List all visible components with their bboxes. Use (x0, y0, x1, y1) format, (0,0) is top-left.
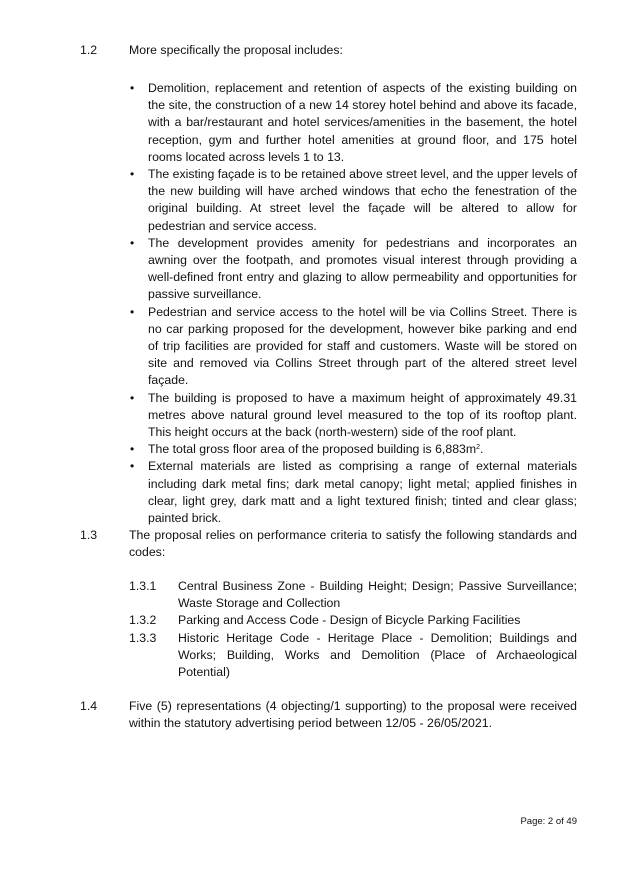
page-number-footer: Page: 2 of 49 (520, 816, 577, 827)
bullet-icon: • (130, 459, 135, 474)
sub-item-number: 1.3.1 (129, 579, 157, 593)
section-number: 1.4 (80, 699, 98, 713)
area-superscript: 2 (476, 444, 481, 452)
bullet-item: • External materials are listed as comprising a range of external materials including dark metal fins; dark metal canopy; light metal; applied finishes in clear, light grey, dark matt and a light textured finish; tinted and clear glass; painted brick. (130, 459, 577, 526)
sub-item-number: 1.3.2 (129, 613, 157, 628)
section-number: 1.2 (80, 43, 98, 57)
sub-item-text: Historic Heritage Code - Heritage Place - Demolition; Buildings and Works; Building, Works and Demolition (Place of Archaeological Potential) (178, 630, 577, 680)
sub-item-text: Central Business Zone - Building Height; Design; Passive Surveillance; Waste Storage and Collection (178, 579, 577, 611)
bullet-icon: • (130, 235, 135, 250)
area-suffix: . (480, 442, 484, 457)
section-intro-text: More specifically the proposal includes: (129, 43, 343, 57)
sub-item-1-3-1 (129, 578, 577, 612)
bullet-item: • The building is proposed to have a maximum height of approximately 49.31 metres above natural ground level measured to the top of its rooftop plant. This height occurs at the back (north-western) side of the roof plant. (130, 390, 577, 440)
bullet-item: • Demolition, replacement and retention of aspects of the existing building on the site, the construction of a new 14 storey hotel behind and above its facade, with a bar/restaurant and hotel services/amenities in the basement, the hotel reception, gym and further hotel amenities at ground floor, and 175 hotel rooms located across levels 1 to 13. (130, 81, 577, 164)
bullet-icon: • (130, 304, 135, 319)
sub-item-text: Parking and Access Code - Design of Bicycle Parking Facilities (178, 613, 521, 628)
section-text: The proposal relies on performance criteria to satisfy the following standards and codes: (129, 528, 577, 560)
section-text: Five (5) representations (4 objecting/1 supporting) to the proposal were received within the statutory advertising period between 12/05 - 26/05/2021. (129, 699, 577, 731)
sub-item-number: 1.3.3 (129, 630, 157, 645)
bullet-icon: • (130, 390, 135, 405)
proposal-bullet-list (130, 80, 577, 527)
codes-sublist (129, 578, 577, 681)
section-number: 1.3 (80, 528, 98, 542)
bullet-item: • The total gross floor area of the proposed building is $6,883m^2$. (148, 441, 577, 458)
bullet-item: • The existing façade is to be retained above street level, and the upper levels of the new building will have arched windows that echo the fenestration of the original building. At street level the façade will be altered to allow for pedestrian and service access. (130, 167, 577, 233)
bullet-icon: • (130, 81, 135, 95)
bullet-item: • Pedestrian and service access to the hotel will be via Collins Street. There is no car parking proposed for the development, however bike parking and end of trip facilities are provided for staff and customers. Waste will be stored on site and removed via Collins Street through part of the altered street level façade. (130, 304, 577, 388)
sub-item-1-3-2 (129, 612, 577, 629)
bullet-icon: • (130, 442, 135, 457)
bullet-icon: • (130, 167, 135, 182)
bullet-item: • The development provides amenity for pedestrians and incorporates an awning over the footpath, and promotes visual interest through providing a well-defined front entry and glazing to allow permeability and opportunities for passive surveillance. (130, 235, 577, 302)
sub-item-1-3-3 (129, 630, 577, 682)
